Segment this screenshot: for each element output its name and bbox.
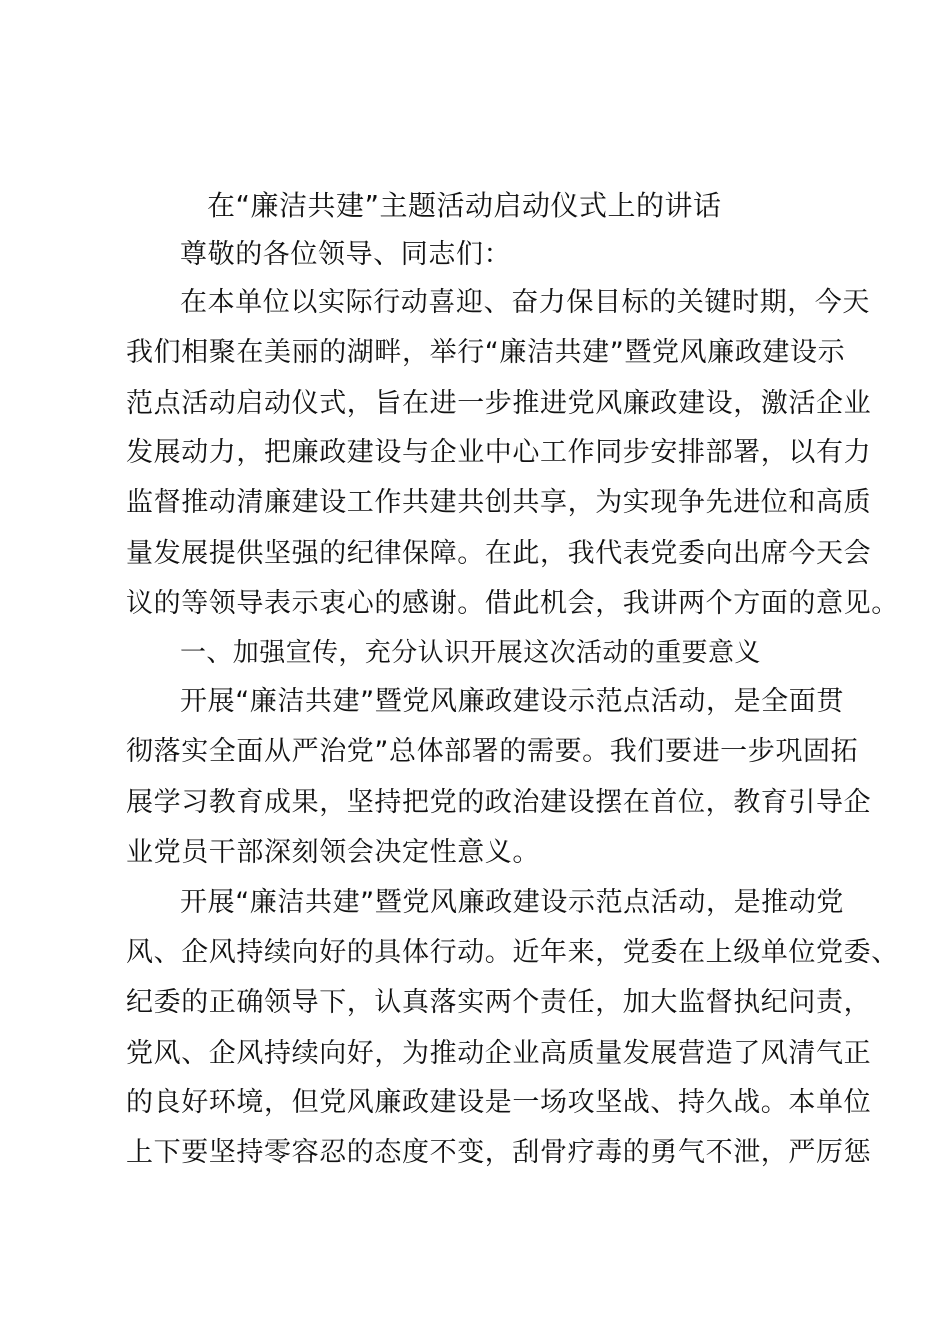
paragraph-1-line: 议的等领导表示衷心的感谢。借此机会，我讲两个方面的意见。	[126, 588, 899, 619]
paragraph-2-line: 彻落实全面从严治党”总体部署的需要。我们要进一步巩固拓	[126, 736, 859, 767]
paragraph-1-line: 发展动力，把廉政建设与企业中心工作同步安排部署，以有力	[126, 437, 872, 468]
section-1-heading: 一、加强宣传，充分认识开展这次活动的重要意义	[180, 638, 761, 668]
paragraph-3-line: 纪委的正确领导下，认真落实两个责任，加大监督执纪问责，	[126, 987, 872, 1018]
paragraph-1-line: 我们相聚在美丽的湖畔，举行“廉洁共建”暨党风廉政建设示	[126, 337, 846, 368]
paragraph-1-line: 在本单位以实际行动喜迎、奋力保目标的关键时期，今天	[180, 287, 870, 318]
paragraph-3-line: 的良好环境，但党风廉政建设是一场攻坚战、持久战。本单位	[126, 1087, 872, 1118]
paragraph-2-line: 开展“廉洁共建”暨党风廉政建设示范点活动，是全面贯	[180, 686, 844, 717]
paragraph-2-line: 业党员干部深刻领会决定性意义。	[126, 837, 540, 868]
paragraph-3-line: 党风、企风持续向好，为推动企业高质量发展营造了风清气正	[126, 1038, 872, 1069]
salutation: 尊敬的各位领导、同志们：	[180, 239, 512, 270]
paragraph-1-line: 量发展提供坚强的纪律保障。在此，我代表党委向出席今天会	[126, 538, 872, 569]
paragraph-2-line: 展学习教育成果，坚持把党的政治建设摆在首位，教育引导企	[126, 787, 872, 818]
paragraph-3-line: 开展“廉洁共建”暨党风廉政建设示范点活动，是推动党	[180, 887, 844, 918]
paragraph-3-line: 风、企风持续向好的具体行动。近年来，党委在上级单位党委、	[126, 937, 899, 968]
paragraph-1-line: 监督推动清廉建设工作共建共创共享，为实现争先进位和高质	[126, 487, 872, 518]
paragraph-1-line: 范点活动启动仪式，旨在进一步推进党风廉政建设，激活企业	[126, 388, 872, 419]
document-title: 在“廉洁共建”主题活动启动仪式上的讲话	[207, 189, 722, 222]
paragraph-3-line: 上下要坚持零容忍的态度不变，刮骨疗毒的勇气不泄，严厉惩	[126, 1137, 872, 1168]
